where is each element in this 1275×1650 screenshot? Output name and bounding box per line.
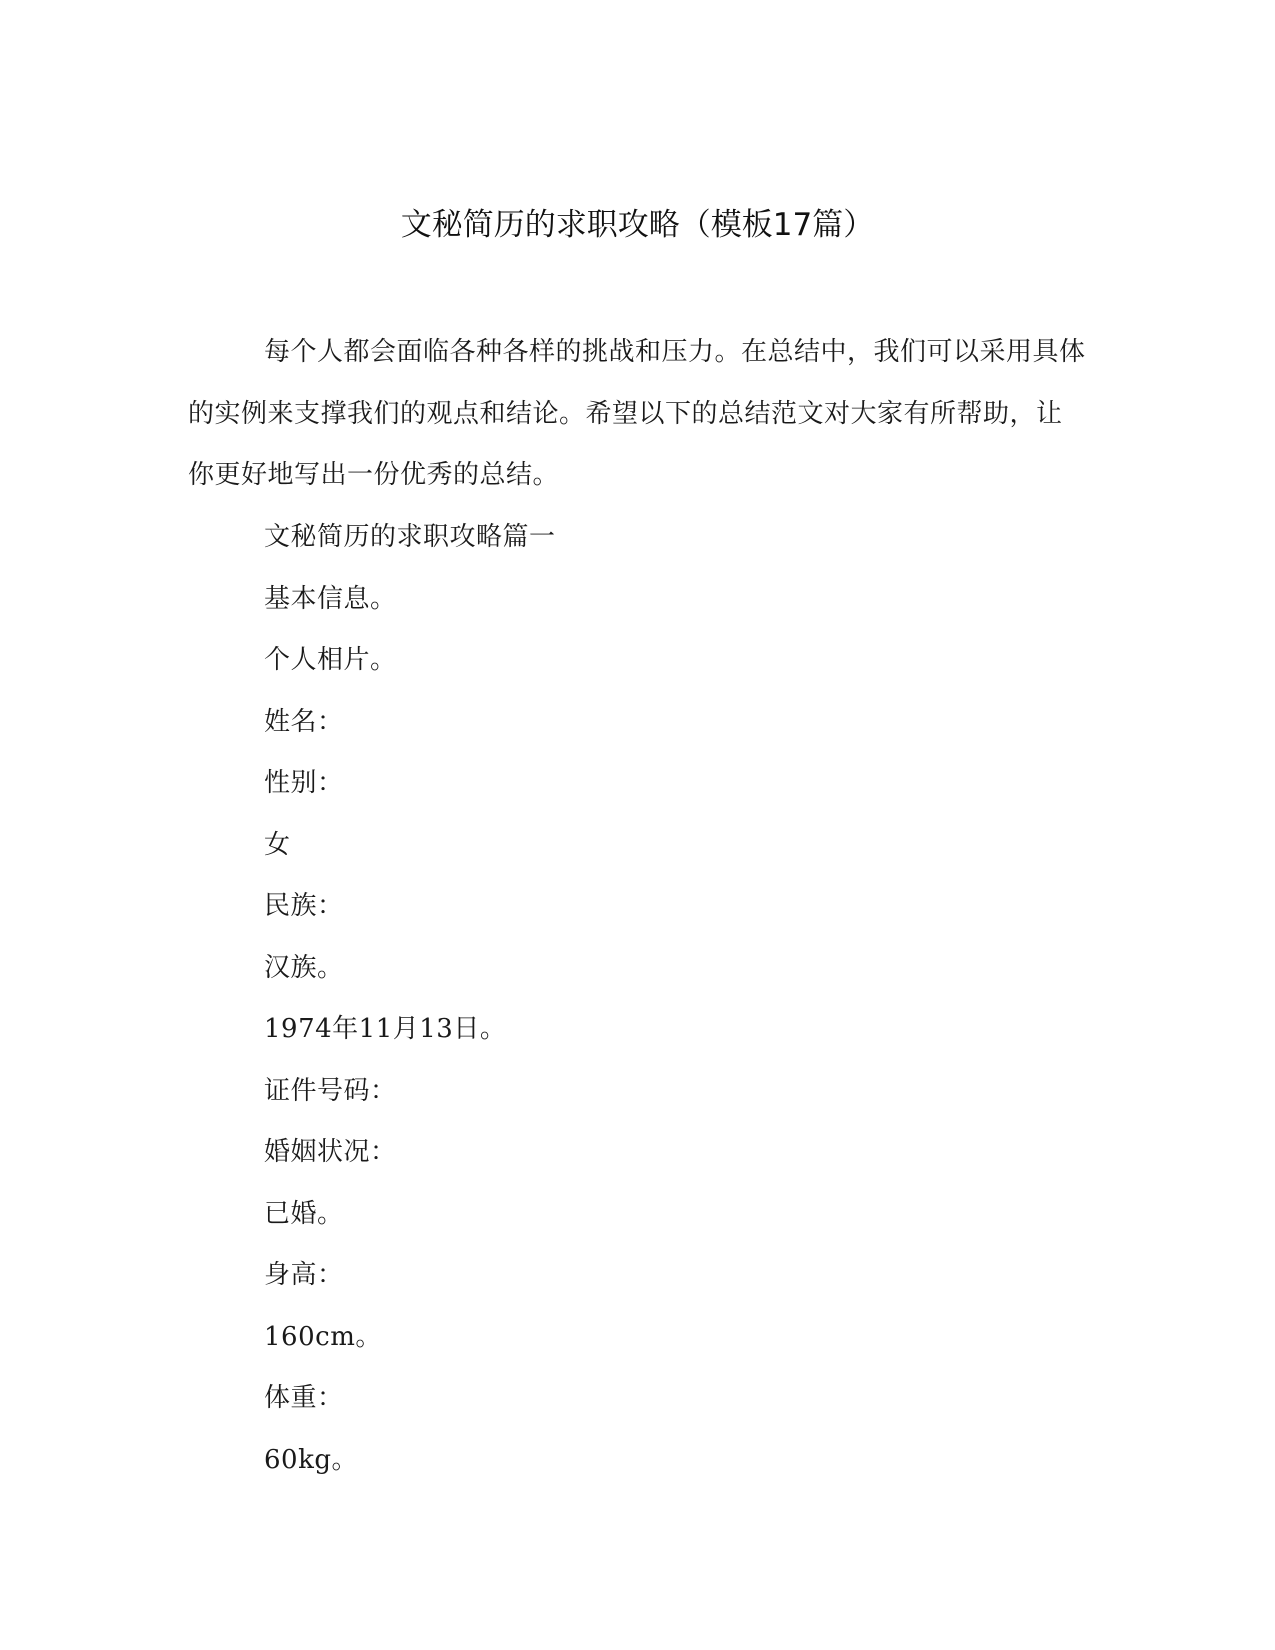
marital-status-value: 已婚。 — [264, 1198, 344, 1229]
intro-paragraph: 每个人都会面临各种各样的挑战和压力。在总结中，我们可以采用具体的实例来支撑我们的观点和结论。希望以下的总结范文对大家有所帮助，让你更好地写出一份优秀的总结。 — [188, 337, 1086, 490]
height-value: 160cm。 — [264, 1321, 382, 1352]
resume-lines — [264, 507, 556, 1491]
marital-status-label: 婚姻状况： — [264, 1137, 397, 1167]
weight-value: 60kg。 — [264, 1444, 358, 1475]
section-heading: 文秘简历的求职攻略篇一 — [264, 522, 556, 552]
ethnicity-label: 民族： — [264, 891, 344, 921]
weight-label: 体重： — [264, 1383, 344, 1413]
gender-label: 性别： — [264, 768, 344, 798]
document-title: 文秘简历的求职攻略（模板17篇） — [400, 207, 875, 243]
basic-info-label: 基本信息。 — [264, 583, 397, 614]
birth-date-value: 1974年11月13日。 — [264, 1014, 507, 1044]
gender-value: 女 — [264, 829, 291, 860]
name-label: 姓名： — [264, 706, 344, 737]
id-number-label: 证件号码： — [264, 1075, 397, 1106]
photo-label: 个人相片。 — [264, 645, 397, 675]
height-label: 身高： — [264, 1260, 344, 1290]
ethnicity-value: 汉族。 — [264, 952, 344, 983]
